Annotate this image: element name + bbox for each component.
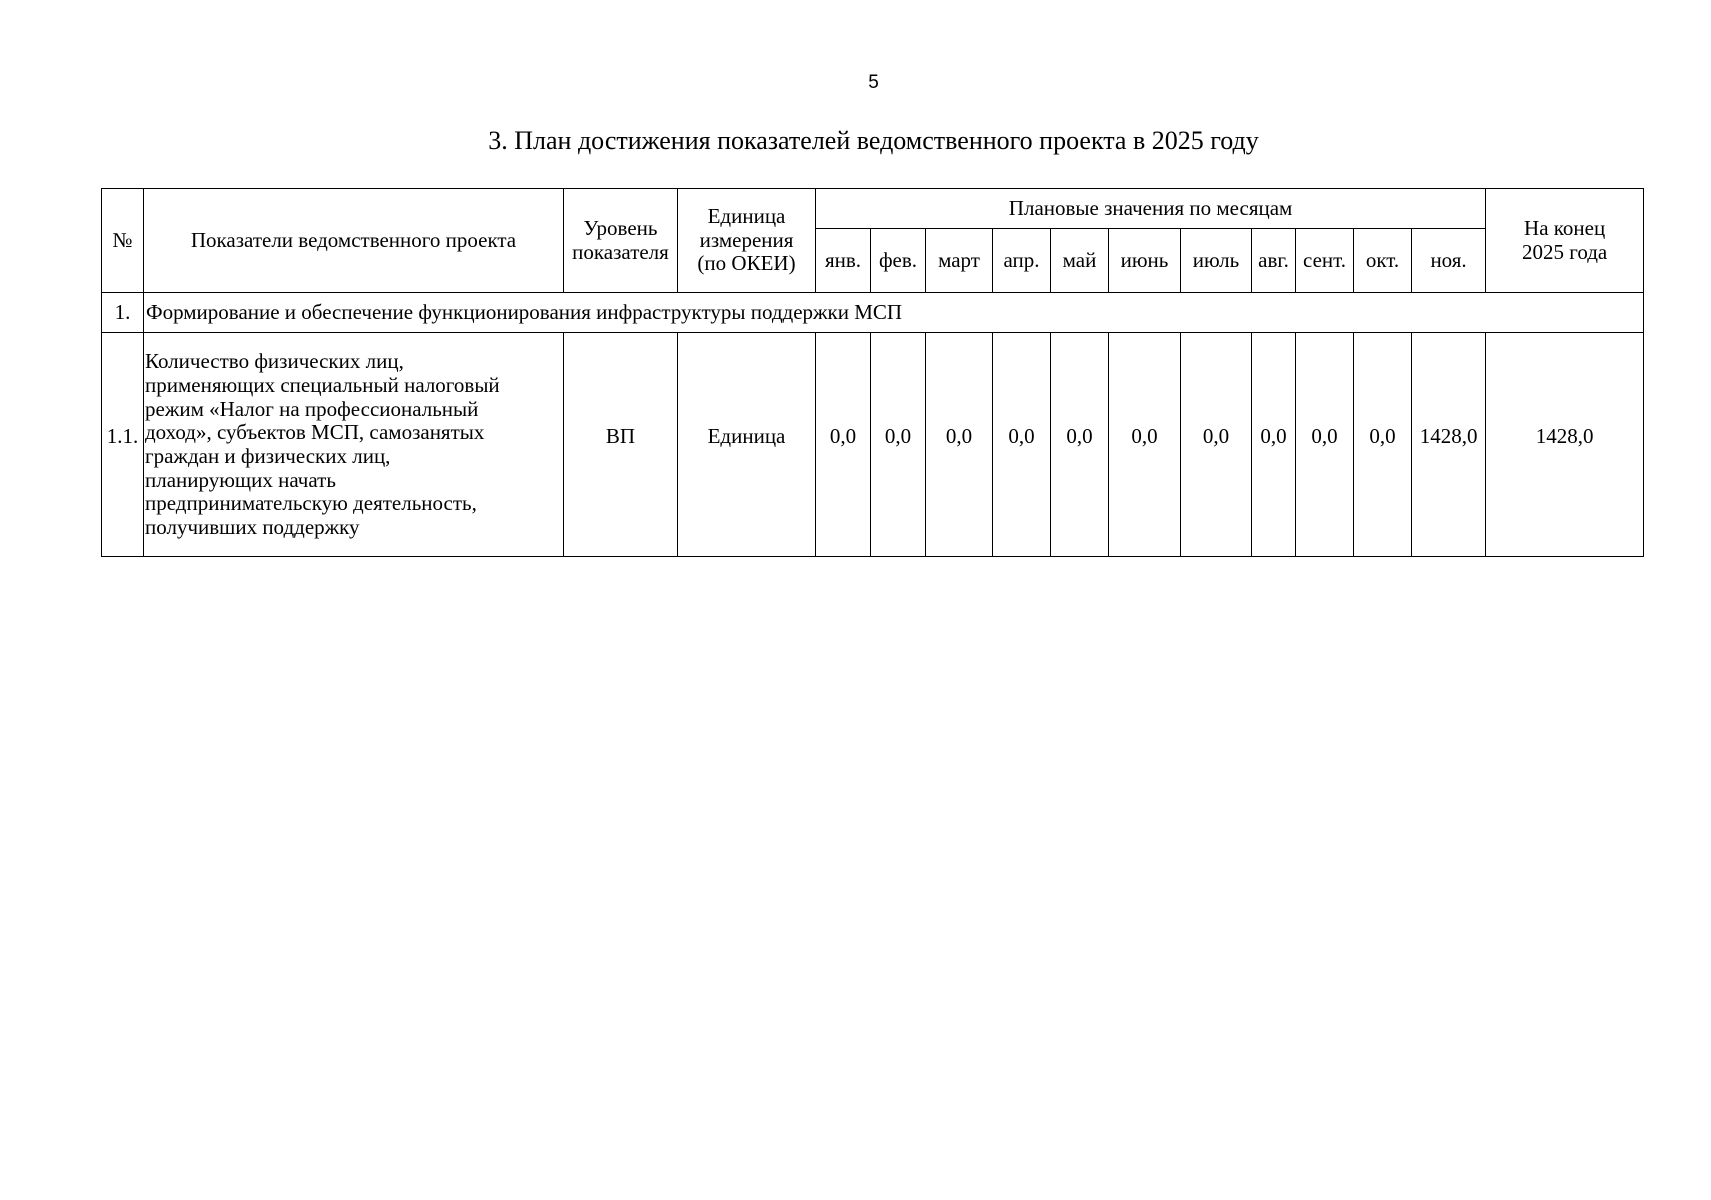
header-month: окт. bbox=[1354, 229, 1412, 293]
header-unit-line: измерения bbox=[699, 227, 794, 252]
row-value-month: 0,0 bbox=[871, 333, 926, 557]
indicator-line: предпринимательскую деятельность, bbox=[145, 491, 477, 516]
row-value-month: 0,0 bbox=[926, 333, 993, 557]
header-unit bbox=[678, 189, 816, 293]
row-level: ВП bbox=[564, 333, 678, 557]
row-value-month: 0,0 bbox=[1109, 333, 1181, 557]
header-level-line: показателя bbox=[572, 239, 669, 264]
row-value-month: 1428,0 bbox=[1412, 333, 1486, 557]
header-level-line: Уровень bbox=[583, 215, 658, 240]
header-month: июнь bbox=[1109, 229, 1181, 293]
header-month: авг. bbox=[1252, 229, 1296, 293]
indicator-line: Количество физических лиц, bbox=[145, 349, 404, 374]
header-level bbox=[564, 189, 678, 293]
indicator-line: планирующих начать bbox=[145, 467, 336, 492]
section-row bbox=[102, 293, 1644, 333]
header-month: янв. bbox=[816, 229, 871, 293]
row-value-month: 0,0 bbox=[1296, 333, 1354, 557]
indicator-line: режим «Налог на профессиональный bbox=[145, 396, 479, 421]
page-number: 5 bbox=[868, 72, 879, 93]
header-unit-line: (по ОКЕИ) bbox=[697, 251, 796, 276]
header-month: июль bbox=[1181, 229, 1252, 293]
header-no: № bbox=[102, 189, 144, 293]
indicator-line: доход», субъектов МСП, самозанятых bbox=[145, 420, 485, 445]
row-value-month: 0,0 bbox=[1181, 333, 1252, 557]
header-month: ноя. bbox=[1412, 229, 1486, 293]
row-value-month: 0,0 bbox=[993, 333, 1051, 557]
indicator-line: применяющих специальный налоговый bbox=[145, 372, 500, 397]
row-value-month: 0,0 bbox=[1354, 333, 1412, 557]
row-value-month: 0,0 bbox=[1252, 333, 1296, 557]
header-month: сент. bbox=[1296, 229, 1354, 293]
header-month: фев. bbox=[871, 229, 926, 293]
row-value-month: 0,0 bbox=[816, 333, 871, 557]
header-monthly: Плановые значения по месяцам bbox=[816, 189, 1486, 229]
row-indicator bbox=[144, 333, 564, 557]
header-month: март bbox=[926, 229, 993, 293]
section-name: Формирование и обеспечение функционирования инфраструктуры поддержки МСП bbox=[144, 293, 1644, 333]
row-no: 1.1. bbox=[102, 333, 144, 557]
plan-table bbox=[101, 188, 1644, 557]
row-year-end: 1428,0 bbox=[1486, 333, 1644, 557]
section-no: 1. bbox=[102, 293, 144, 333]
header-unit-line: Единица bbox=[707, 203, 786, 228]
indicator-line: граждан и физических лиц, bbox=[145, 444, 391, 468]
row-value-month: 0,0 bbox=[1051, 333, 1109, 557]
header-year-end bbox=[1486, 189, 1644, 293]
header-year-end-line: На конец bbox=[1524, 215, 1606, 240]
document-title: 3. План достижения показателей ведомственного проекта в 2025 году bbox=[488, 126, 1259, 155]
header-month: апр. bbox=[993, 229, 1051, 293]
table-row bbox=[102, 333, 1644, 557]
indicator-line: получивших поддержку bbox=[145, 515, 360, 540]
header-year-end-line: 2025 года bbox=[1522, 239, 1608, 264]
header-indicator: Показатели ведомственного проекта bbox=[144, 189, 564, 293]
row-unit: Единица bbox=[678, 333, 816, 557]
header-month: май bbox=[1051, 229, 1109, 293]
